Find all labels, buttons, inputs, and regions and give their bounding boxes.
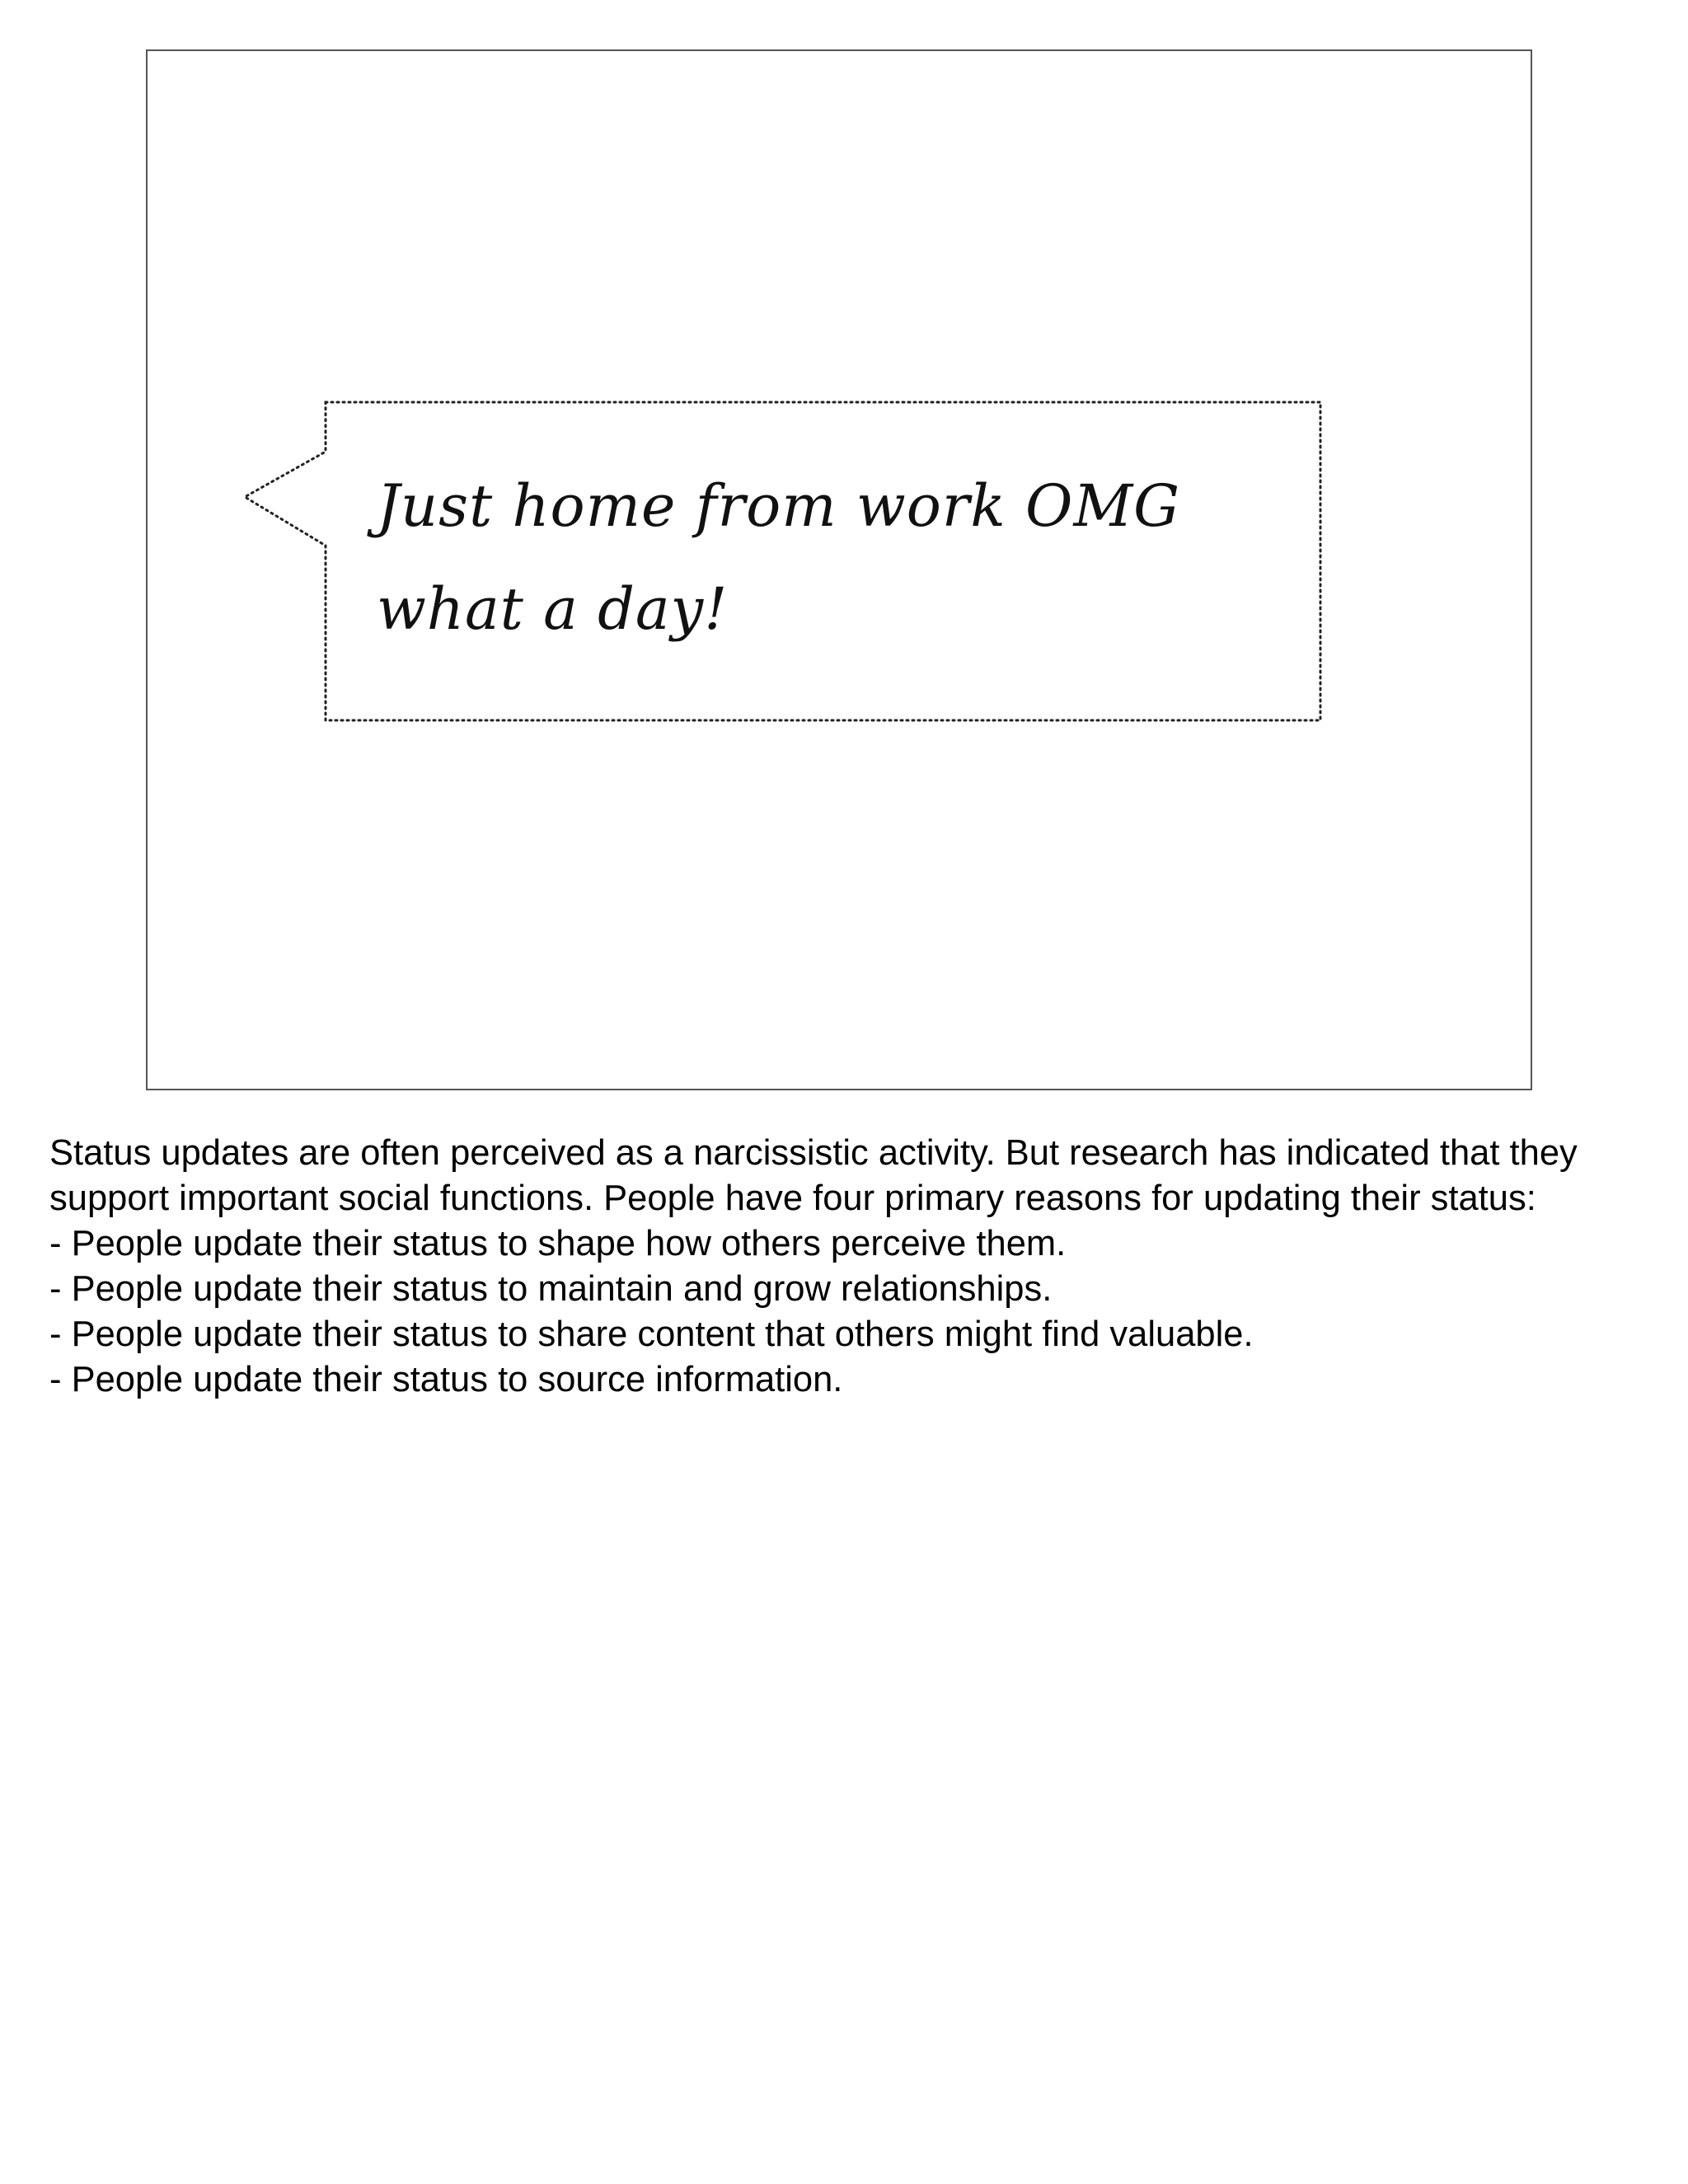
notes-bullet: - People update their status to share content that others might find valuable. [49,1315,1254,1354]
speech-bubble-line: what a day! [377,575,729,643]
speaker-notes [49,1131,1665,1403]
speech-bubble-text [377,455,1201,661]
notes-bullet: - People update their status to shape how others perceive them. [49,1224,1067,1263]
notes-bullet: - People update their status to maintain and grow relationships. [49,1269,1053,1309]
notes-bullet: - People update their status to source information. [49,1360,843,1399]
notes-intro: Status updates are often perceived as a narcissistic activity. But research has indicated that they support important social functions. People have four primary reasons for updating their status: [49,1133,1578,1218]
slide-frame [146,49,1532,1090]
speech-bubble-line: Just home from work OMG [377,472,1181,540]
